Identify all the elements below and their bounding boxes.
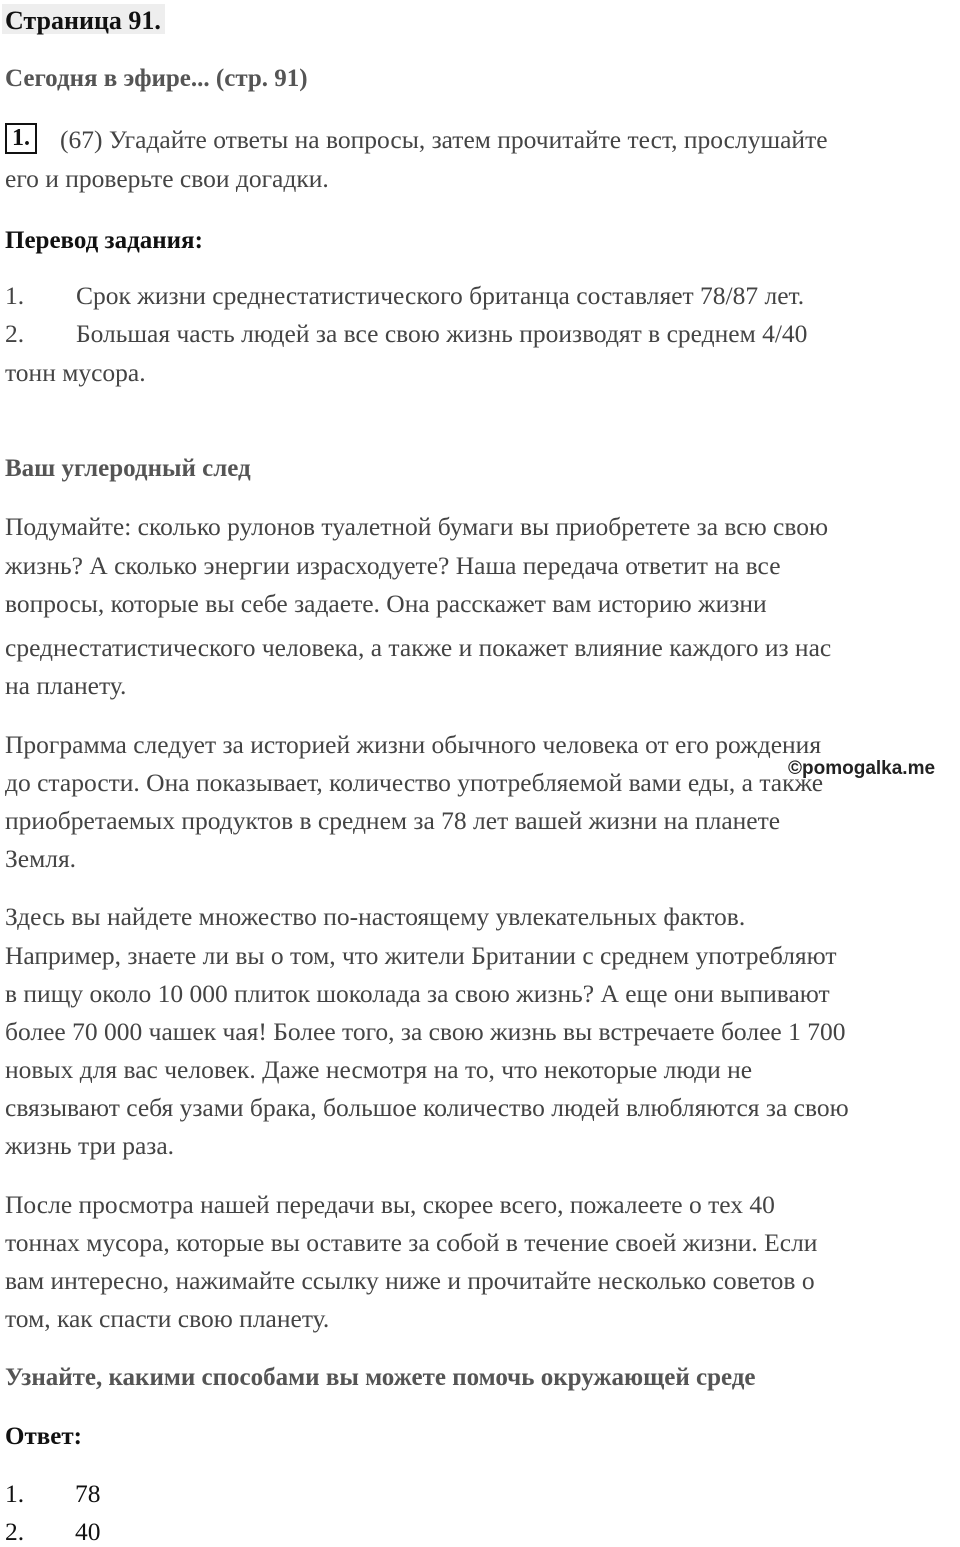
article-paragraph-line: жизнь? А сколько энергии израсходуете? Наша передача ответит на все: [5, 551, 781, 580]
article-title: Ваш углеродный след: [5, 455, 251, 482]
page-title: Страница 91.: [2, 4, 165, 34]
article-paragraph-line: в пищу около 10 000 плиток шоколада за свою жизнь? А еще они выпивают: [5, 979, 830, 1008]
watermark: ©pomogalka.me: [788, 758, 936, 779]
article-link-text[interactable]: Узнайте, какими способами вы можете помочь окружающей среде: [5, 1364, 756, 1391]
task-number-box: 1.: [5, 123, 37, 154]
article-paragraph-line: новых для вас человек. Даже несмотря на то, что некоторые люди не: [5, 1055, 753, 1084]
answer-item-value: 40: [75, 1517, 101, 1546]
article-paragraph-line: вам интересно, нажимайте ссылку ниже и прочитайте несколько советов о: [5, 1266, 815, 1295]
answer-heading: Ответ:: [5, 1423, 82, 1450]
article-paragraph-line: Программа следует за историей жизни обычного человека от его рождения: [5, 730, 822, 759]
article-paragraph-line: Например, знаете ли вы о том, что жители Британии с среднем употребляют: [5, 941, 837, 970]
article-paragraph-line: После просмотра нашей передачи вы, скорее всего, пожалеете о тех 40: [5, 1190, 775, 1219]
article-paragraph-line: до старости. Она показывает, количество употребляемой вами еды, а также: [5, 768, 824, 797]
translation-item-number: 2.: [5, 319, 25, 348]
article-paragraph-line: жизнь три раза.: [5, 1131, 175, 1160]
answer-item-number: 2.: [5, 1517, 25, 1546]
article-paragraph-line: на планету.: [5, 671, 127, 700]
article-paragraph-line: вопросы, которые вы себе задаете. Она расскажет вам историю жизни: [5, 589, 767, 618]
translation-item-number: 1.: [5, 281, 25, 310]
article-paragraph-line: среднестатистического человека, а также и покажет влияние каждого из нас: [5, 633, 832, 662]
translation-item-text: тонн мусора.: [5, 358, 146, 387]
article-paragraph-line: тоннах мусора, которые вы оставите за собой в течение своей жизни. Если: [5, 1228, 818, 1257]
section-title: Сегодня в эфире... (стр. 91): [5, 65, 308, 92]
translation-item-text: Большая часть людей за все свою жизнь производят в среднем 4/40: [76, 319, 808, 348]
translation-item-text: Срок жизни среднестатистического британца составляет 78/87 лет.: [76, 281, 805, 310]
article-paragraph-line: Подумайте: сколько рулонов туалетной бумаги вы приобретете за всю свою: [5, 512, 829, 541]
answer-item-number: 1.: [5, 1479, 25, 1508]
article-paragraph-line: приобретаемых продуктов в среднем за 78 лет вашей жизни на планете: [5, 806, 781, 835]
article-paragraph-line: более 70 000 чашек чая! Более того, за свою жизнь вы встречаете более 1 700: [5, 1017, 846, 1046]
answer-item-value: 78: [75, 1479, 101, 1508]
article-paragraph-line: Земля.: [5, 844, 77, 873]
article-paragraph-line: том, как спасти свою планету.: [5, 1304, 330, 1333]
task-text-line: его и проверьте свои догадки.: [5, 164, 329, 193]
translation-heading: Перевод задания:: [5, 227, 203, 254]
article-paragraph-line: Здесь вы найдете множество по-настоящему увлекательных фактов.: [5, 902, 746, 931]
article-paragraph-line: связывают себя узами брака, большое количество людей влюбляются за свою: [5, 1093, 849, 1122]
task-text-line: (67) Угадайте ответы на вопросы, затем прочитайте тест, прослушайте: [60, 125, 828, 154]
